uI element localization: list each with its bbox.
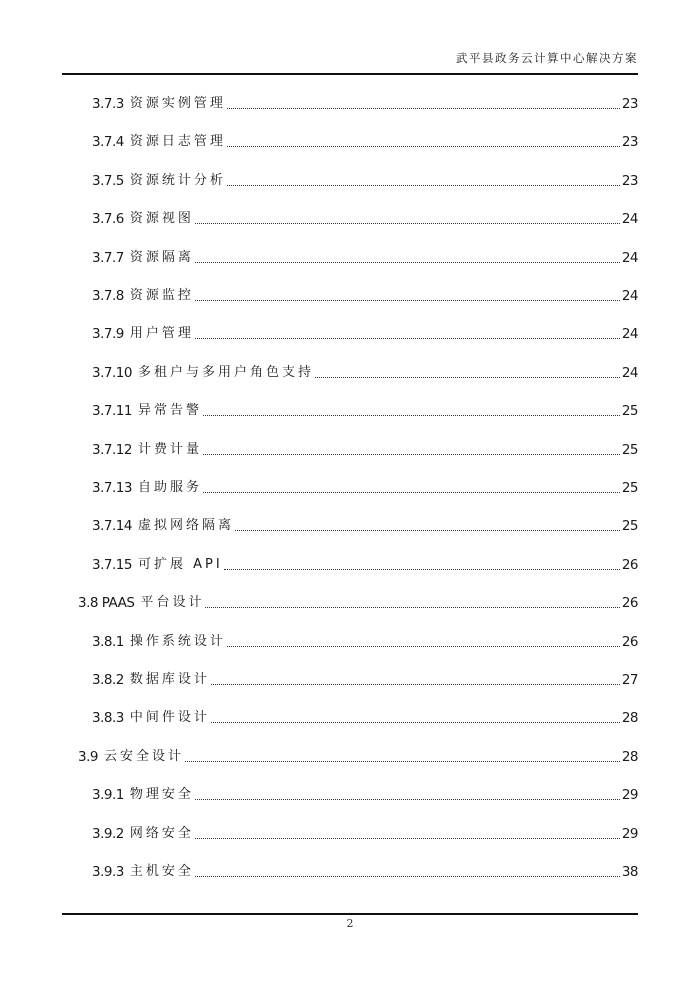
- toc-dot-leader: [227, 646, 620, 647]
- toc-entry-number: 3.9.3: [92, 864, 124, 880]
- toc-entry-number: 3.9.1: [92, 787, 124, 804]
- toc-dot-leader: [315, 377, 620, 378]
- toc-dot-leader: [211, 684, 620, 685]
- toc-dot-leader: [211, 722, 620, 723]
- toc-entry-page: 29: [621, 787, 638, 804]
- toc-entry[interactable]: [92, 516, 638, 536]
- toc-entry-title: 资源视图: [129, 211, 194, 227]
- toc-entry[interactable]: [92, 824, 638, 844]
- toc-entry-page: 23: [621, 96, 638, 112]
- toc-entry-title: 计费计量: [137, 441, 202, 457]
- toc-entry-number: 3.7.9: [92, 326, 124, 343]
- toc-entry-page: 25: [621, 480, 638, 496]
- toc-entry-title: 可扩展 API: [137, 556, 223, 572]
- toc-entry-page: 23: [621, 172, 638, 189]
- toc-entry-number: 3.7.8: [92, 288, 124, 304]
- toc-dot-leader: [205, 607, 619, 608]
- toc-dot-leader: [203, 415, 620, 416]
- toc-dot-leader: [203, 454, 620, 455]
- toc-entry[interactable]: [78, 747, 638, 767]
- toc-entry-title: 资源实例管理: [129, 96, 226, 111]
- toc-entry[interactable]: [92, 132, 638, 152]
- toc-entry-page: 25: [621, 403, 638, 420]
- toc-entry-page: 28: [621, 748, 638, 765]
- toc-entry-title: 操作系统设计: [129, 633, 226, 649]
- toc-entry-number: 3.9.2: [92, 825, 124, 842]
- toc-entry-title: 平台设计: [140, 595, 205, 611]
- toc-entry-number: 3.7.13: [92, 480, 132, 496]
- toc-entry[interactable]: [92, 478, 638, 498]
- toc-dot-leader: [195, 262, 620, 263]
- toc-entry-page: 28: [621, 710, 638, 727]
- toc-entry[interactable]: [92, 785, 638, 805]
- toc-dot-leader: [203, 492, 620, 493]
- toc-dot-leader: [224, 569, 620, 570]
- toc-entry[interactable]: [92, 324, 638, 344]
- toc-entry-page: 38: [621, 864, 638, 880]
- toc-entry[interactable]: [78, 593, 638, 613]
- toc-dot-leader: [195, 223, 620, 224]
- toc-entry-page: 25: [621, 518, 638, 535]
- toc-entry[interactable]: [92, 555, 638, 575]
- toc-entry-title: 异常告警: [137, 403, 202, 419]
- toc-entry-number: 3.8.2: [92, 672, 124, 688]
- toc-entry-page: 25: [621, 441, 638, 458]
- toc-entry-title: 资源日志管理: [129, 134, 226, 150]
- toc-entry[interactable]: [92, 708, 638, 728]
- toc-entry-page: 24: [621, 364, 638, 381]
- page-number: 2: [346, 917, 354, 930]
- toc-entry[interactable]: [92, 248, 638, 268]
- toc-entry-page: 26: [621, 556, 638, 573]
- toc-entry-title: 自助服务: [137, 480, 202, 495]
- toc-entry-title: 多租户与多用户角色支持: [137, 364, 314, 380]
- toc-entry-page: 24: [621, 326, 638, 343]
- toc-entry-number: 3.8 PAAS: [78, 595, 135, 612]
- toc-dot-leader: [195, 876, 620, 877]
- toc-entry-number: 3.8.1: [92, 633, 124, 650]
- toc-entry[interactable]: [92, 862, 638, 882]
- toc-entry-page: 24: [621, 211, 638, 228]
- toc-entry-number: 3.7.5: [92, 172, 124, 189]
- toc-entry[interactable]: [92, 632, 638, 652]
- toc-entry[interactable]: [92, 171, 638, 191]
- toc-dot-leader: [195, 799, 620, 800]
- toc-entry-page: 26: [621, 595, 638, 612]
- toc-entry-title: 网络安全: [129, 825, 194, 841]
- toc-dot-leader: [227, 185, 620, 186]
- toc-entry-number: 3.7.4: [92, 134, 124, 151]
- toc-entry[interactable]: [92, 94, 638, 114]
- toc-entry-title: 云安全设计: [103, 748, 184, 764]
- toc-entry-number: 3.7.14: [92, 518, 132, 535]
- toc-entry-page: 29: [621, 825, 638, 842]
- toc-dot-leader: [227, 108, 620, 109]
- toc-entry[interactable]: [92, 440, 638, 460]
- toc-entry-title: 资源隔离: [129, 249, 194, 265]
- toc-entry-page: 26: [621, 633, 638, 650]
- toc-entry-title: 数据库设计: [129, 672, 210, 687]
- toc-entry-number: 3.7.11: [92, 403, 132, 420]
- header-divider: [62, 73, 638, 75]
- footer-divider: [62, 913, 638, 915]
- toc-entry-number: 3.9: [78, 748, 98, 765]
- toc-entry-number: 3.7.12: [92, 441, 132, 458]
- toc-entry-page: 27: [621, 672, 638, 688]
- toc-dot-leader: [195, 838, 620, 839]
- toc-entry-number: 3.7.7: [92, 249, 124, 266]
- toc-dot-leader: [227, 146, 620, 147]
- toc-entry-page: 24: [621, 249, 638, 266]
- toc-entry-number: 3.7.15: [92, 556, 132, 573]
- running-header-title: 武平县政务云计算中心解决方案: [456, 51, 638, 65]
- toc-entry-number: 3.7.3: [92, 96, 124, 112]
- toc-entry-title: 资源统计分析: [129, 172, 226, 188]
- toc-entry[interactable]: [92, 401, 638, 421]
- toc-entry[interactable]: [92, 286, 638, 306]
- toc-entry-title: 主机安全: [129, 864, 194, 879]
- toc-dot-leader: [195, 338, 620, 339]
- toc-entry-page: 24: [621, 288, 638, 304]
- toc-entry-page: 23: [621, 134, 638, 151]
- toc-entry-number: 3.8.3: [92, 710, 124, 727]
- toc-entry[interactable]: [92, 670, 638, 690]
- toc-entry-number: 3.7.10: [92, 364, 132, 381]
- toc-entry[interactable]: [92, 363, 638, 383]
- toc-dot-leader: [235, 530, 620, 531]
- toc-entry-title: 用户管理: [129, 326, 194, 342]
- toc-entry-number: 3.7.6: [92, 211, 124, 228]
- toc-entry-title: 资源监控: [129, 288, 194, 303]
- toc-entry-title: 物理安全: [129, 787, 194, 803]
- toc-dot-leader: [185, 761, 620, 762]
- toc-dot-leader: [195, 300, 620, 301]
- toc-entry[interactable]: [92, 209, 638, 229]
- toc-entry-title: 虚拟网络隔离: [137, 518, 234, 534]
- toc-entry-title: 中间件设计: [129, 710, 210, 726]
